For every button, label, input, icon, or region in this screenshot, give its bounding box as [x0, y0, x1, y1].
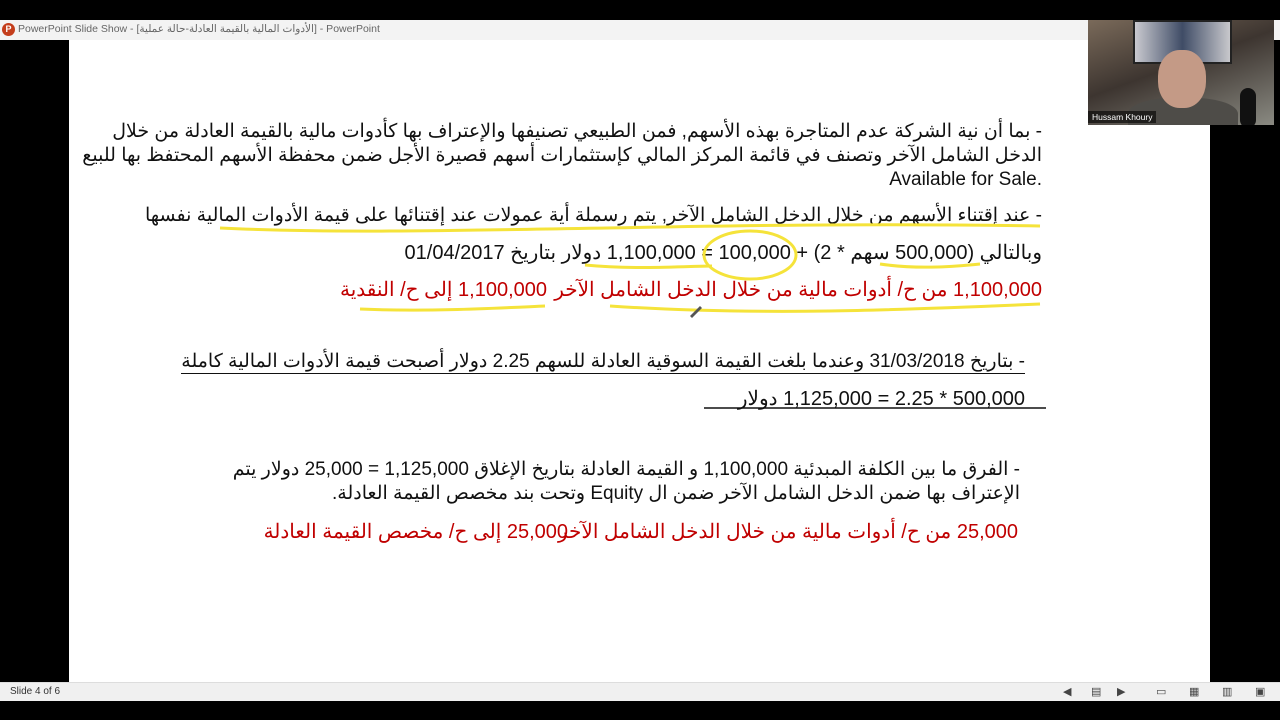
next-icon[interactable]: ▶: [1117, 686, 1126, 698]
entry1-debit: 1,100,000 من ح/ أدوات مالية من خلال الدخل الشامل الآخر: [554, 279, 1042, 301]
presenter-name: Hussam Khoury: [1088, 111, 1156, 123]
menu-icon[interactable]: ▤: [1091, 686, 1102, 698]
entry1-credit: 1,100,000 إلى ح/ النقدية: [339, 279, 547, 301]
para1-line3: Available for Sale.: [889, 169, 1042, 190]
reading-view-icon[interactable]: ▥: [1222, 686, 1233, 698]
slide-counter: Slide 4 of 6: [10, 686, 61, 697]
para3-line1: - بتاريخ 31/03/2018 وعندما بلغت القيمة السوقية العادلة للسهم 2.25 دولار أصبحت قيمة الأدوات المالية كاملة: [181, 351, 1025, 372]
entry2-credit: 25,000 إلى ح/ مخصص القيمة العادلة: [263, 521, 568, 543]
status-bar: [0, 682, 1280, 701]
slide-sorter-icon[interactable]: ▦: [1189, 686, 1200, 698]
para4-line1: - الفرق ما بين الكلفة المبدئية 1,100,000 و القيمة العادلة بتاريخ الإغلاق 1,125,000 = 25,000 دولار يتم: [232, 459, 1020, 480]
powerpoint-icon: P: [2, 23, 15, 36]
para1-line2: الدخل الشامل الآخر وتصنف في قائمة المركز المالي كإستثمارات أسهم قصيرة الأجل ضمن محفظة الأسهم المحتفظ بها للبيع: [82, 145, 1042, 166]
normal-view-icon[interactable]: ▭: [1156, 686, 1167, 698]
para2-text: - عند إقتناء الأسهم من خلال الدخل الشامل الآخر, يتم رسملة أية عمولات عند إقتنائها على قيمة الأدوات المالية نفسها: [145, 205, 1042, 226]
para3-line2: 500,000 * 2.25 = 1,125,000 دولار: [737, 388, 1025, 410]
webcam-overlay: [1088, 20, 1274, 125]
slideshow-icon[interactable]: ▣: [1255, 686, 1266, 698]
microphone: [1240, 88, 1256, 125]
para1-line1: - بما أن نية الشركة عدم المتاجرة بهذه الأسهم, فمن الطبيعي تصنيفها والإعتراف بها كأدوات مالية بالقيمة العادلة من خلال: [112, 121, 1042, 142]
window-title: PowerPoint Slide Show - [الأدوات المالية بالقيمة العادلة-حالة عملية] - PowerPoint: [18, 23, 380, 35]
presenter-head: [1158, 50, 1206, 108]
entry2-debit: 25,000 من ح/ أدوات مالية من خلال الدخل الشامل الآخر: [558, 521, 1018, 543]
previous-icon[interactable]: ◀: [1063, 686, 1072, 698]
calc-line: وبالتالي (500,000 سهم * 2) + 100,000 = 1,100,000 دولار بتاريخ 01/04/2017: [404, 242, 1042, 264]
para4-line2: الإعتراف بها ضمن الدخل الشامل الآخر ضمن ال Equity وتحت بند مخصص القيمة العادلة.: [332, 483, 1020, 504]
slide-canvas[interactable]: [69, 40, 1210, 682]
